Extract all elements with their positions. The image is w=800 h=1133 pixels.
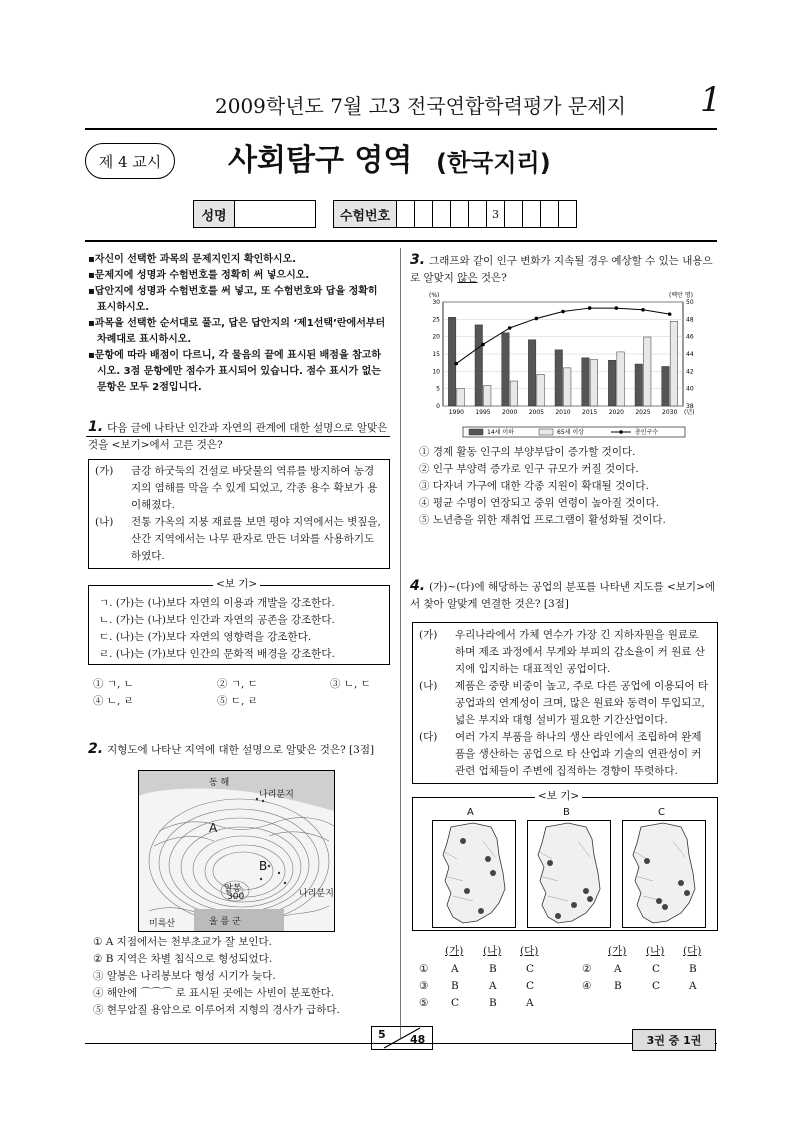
q1-option-1[interactable]: ① ㄱ, ㄴ [93, 678, 134, 690]
legend-marker-total [619, 430, 623, 434]
q4-bogi-title: <보 기> [535, 788, 582, 803]
q2-option-4[interactable]: ④ 해안에 ⌒⌒⌒ 로 표시된 곳에는 사빈이 분포한다. [93, 987, 335, 999]
korea-map-b [527, 820, 611, 928]
y-left-tick-label: 5 [436, 385, 440, 393]
instruction-item: ▪과목을 선택한 순서대로 풀고, 답은 답안지의 ‘제1선택’란에서부터 차례대로 표시하시오. [88, 318, 386, 345]
bar-age-0-14 [662, 366, 669, 406]
volume-badge: 3권 중 1권 [632, 1029, 716, 1051]
bogi-item: ㄷ. (나)는 (가)보다 자연의 영향력을 강조한다. [99, 631, 312, 643]
exam-number-cell[interactable] [397, 201, 415, 228]
y-right-tick-label: 48 [686, 316, 694, 324]
bar-age-0-14 [555, 350, 562, 406]
x-tick-label: 2000 [502, 409, 518, 416]
industry-location-marker [583, 888, 589, 894]
q3-option-2[interactable]: ② 인구 부양력 증가로 인구 규모가 커질 것이다. [419, 463, 639, 475]
y-right-tick-label: 44 [686, 351, 694, 358]
industry-location-marker [571, 902, 577, 908]
bar-age-65-plus [590, 360, 597, 406]
answer-head: (나) [483, 945, 502, 957]
q1-option-4[interactable]: ④ ㄴ, ㄹ [93, 695, 134, 707]
q4-option-number[interactable]: ④ [582, 980, 592, 992]
topographic-map-drawing [139, 771, 334, 931]
korea-map-c [622, 820, 706, 928]
q3-option-3[interactable]: ③ 다자녀 가구에 대한 각종 지원이 확대될 것이다. [419, 480, 649, 492]
q3-option-4[interactable]: ④ 평균 수명이 연장되고 중위 연령이 높아질 것이다. [419, 497, 660, 509]
instruction-item: ▪문제지에 성명과 수험번호를 정확히 써 넣으시오. [88, 270, 310, 281]
population-chart [415, 288, 715, 444]
legend-label: 65세 이상 [557, 429, 584, 436]
topographic-map [138, 770, 335, 932]
q4-option-value: B [489, 997, 497, 1009]
q4-passage-item: (다) 여러 가지 부품을 하나의 생산 라인에서 조립하여 완제품을 생산하는 공업으로 타 산업과 기술의 연관성이 커 관련 업체들이 주변에 집적하는 경향이 뚜렷하다. [419, 731, 702, 777]
header-rule-lower [85, 240, 717, 242]
q3-option-1[interactable]: ① 경제 활동 인구의 부양부담이 증가할 것이다. [419, 446, 636, 458]
q4-option-value: C [652, 963, 661, 975]
industry-location-marker [485, 856, 491, 862]
chart-line [455, 306, 672, 365]
industry-location-marker [587, 896, 593, 902]
point-total-population [481, 343, 485, 347]
map-point-a: A [209, 821, 218, 835]
q2-option-1[interactable]: ① A 지점에서는 천부초교가 잘 보인다. [93, 936, 273, 948]
point-total-population [535, 317, 539, 321]
q4-passage-item: (나) 제품은 중량 비중이 높고, 주로 다른 공업에 이용되어 타 공업과의 연계성이 크며, 많은 원료와 동력이 투입되고, 넓은 부지와 대형 설비가 필요한 기간산업이다. [419, 680, 709, 726]
answer-head: (나) [646, 945, 665, 957]
q4-option-value: B [451, 980, 459, 992]
q1-bogi-title: <보 기> [213, 576, 260, 591]
industry-location-marker [555, 913, 561, 919]
point-total-population [668, 312, 672, 316]
korea-map-a [432, 820, 516, 928]
page-current: 5 [378, 1028, 386, 1041]
instruction-item: ▪문항에 따라 배점이 다르니, 각 물음의 끝에 표시된 배점을 참고하시오. 3점 문항에만 점수가 표시되어 있습니다. 점수 표시가 없는 문항은 모두 2점입니다. [88, 350, 382, 393]
q2-option-3[interactable]: ③ 알봉은 나리봉보다 형성 시기가 늦다. [93, 970, 276, 982]
exam-number-cell[interactable] [541, 201, 559, 228]
q1-option-3[interactable]: ③ ㄴ, ㄷ [330, 678, 371, 690]
x-unit: (년) [684, 409, 695, 416]
map-label-a: A [467, 807, 474, 818]
industry-location-marker [678, 880, 684, 886]
bogi-item: ㄹ. (나)는 (가)보다 인간의 문화적 배경을 강조한다. [99, 648, 335, 660]
period-badge: 제 4 교시 [85, 143, 175, 179]
x-tick-label: 2025 [635, 409, 651, 416]
page-total: 48 [410, 1033, 426, 1046]
column-divider [400, 248, 401, 1038]
bar-age-65-plus [484, 386, 491, 406]
map-label-place: 미륵산 [149, 919, 176, 929]
instruction-item: ▪답안지에 성명과 수험번호를 써 넣고, 또 수험번호와 답을 정확히 표시하시오. [88, 286, 378, 313]
q4-option-value: C [451, 997, 460, 1009]
map-label-sea: 동 해 [209, 778, 230, 788]
map-label-place: 나리분지 [259, 790, 294, 800]
korea-map-shape [433, 821, 515, 927]
q4-passage-box [412, 622, 718, 784]
q4-stem [410, 578, 718, 613]
answer-head: (다) [520, 945, 539, 957]
q4-option-value: B [614, 980, 622, 992]
bar-age-65-plus [537, 374, 544, 406]
q1-option-5[interactable]: ⑤ ㄷ, ㄹ [217, 695, 258, 707]
y-right-tick-label: 38 [686, 403, 694, 410]
q4-option-value: A [689, 980, 697, 992]
exam-title: 2009학년도 7월 고3 전국연합학력평가 문제지 [215, 94, 626, 118]
legend-label: 총인구수 [635, 429, 659, 436]
exam-number-cell[interactable] [505, 201, 523, 228]
bar-age-0-14 [502, 333, 509, 406]
q4-option-number[interactable]: ② [582, 963, 592, 975]
q1-stem [88, 419, 390, 454]
map-label-b: B [563, 807, 570, 818]
q4-option-value: B [689, 963, 697, 975]
q4-option-number[interactable]: ③ [419, 980, 429, 992]
name-field[interactable] [235, 201, 316, 228]
q2-text: 지형도에 나타난 지역에 대한 설명으로 알맞은 것은? [3점] [107, 744, 375, 756]
bar-age-0-14 [448, 317, 455, 406]
bogi-item: ㄱ. (가)는 (나)보다 자연의 이용과 개발을 강조한다. [99, 597, 335, 609]
map-label-c: C [658, 807, 665, 818]
bar-age-0-14 [608, 360, 615, 406]
bar-age-65-plus [644, 337, 651, 406]
y-left-tick-label: 30 [432, 299, 440, 306]
q2-stem [88, 741, 390, 759]
x-tick-label: 1990 [448, 409, 464, 416]
industry-location-marker [478, 908, 484, 914]
q3-number: 3. [410, 252, 426, 268]
point-total-population [641, 308, 645, 312]
name-table [193, 200, 316, 228]
q3-option-5[interactable]: ⑤ 노년층을 위한 재취업 프로그램이 활성화될 것이다. [419, 514, 666, 526]
y-left-unit: (%) [429, 292, 440, 299]
q4-option-value: A [489, 980, 497, 992]
industry-location-marker [547, 860, 553, 866]
point-total-population [615, 306, 619, 310]
point-total-population [508, 326, 512, 330]
page-counter [371, 1026, 433, 1050]
q4-option-value: A [451, 963, 459, 975]
header-rule [85, 128, 717, 130]
x-tick-label: 2020 [608, 409, 624, 416]
q2-number: 2. [88, 741, 104, 757]
exam-number-table [333, 200, 577, 228]
bar-age-65-plus [510, 381, 517, 406]
y-right-tick-label: 46 [686, 333, 694, 341]
q1-option-2[interactable]: ② ㄱ, ㄷ [217, 678, 258, 690]
y-left-tick-label: 20 [432, 333, 440, 341]
exam-number-label: 수험번호 [334, 201, 397, 228]
bogi-item: ㄴ. (가)는 (나)보다 인간과 자연의 공존을 강조한다. [99, 614, 335, 626]
chart-legend [463, 427, 685, 437]
industry-location-marker [490, 870, 496, 876]
q2-option-5[interactable]: ⑤ 현무암질 용암으로 이루어져 지형의 경사가 급하다. [93, 1004, 340, 1016]
industry-location-marker [644, 858, 650, 864]
legend-swatch-age-0-14 [469, 429, 483, 435]
bar-age-65-plus [564, 368, 571, 406]
q1-passage-box [88, 459, 390, 569]
bar-age-0-14 [528, 340, 535, 406]
chart-bars [448, 317, 677, 406]
page-number: 1 [700, 80, 722, 120]
bar-age-65-plus [670, 321, 677, 406]
q2-option-2[interactable]: ② B 지역은 차별 침식으로 형성되었다. [93, 953, 273, 965]
q4-option-number[interactable]: ① [419, 963, 429, 975]
legend-swatch-age-65-plus [539, 429, 553, 435]
answer-head: (가) [608, 945, 627, 957]
legend-label: 14세 이하 [487, 429, 514, 436]
map-label-county: 울 릉 군 [209, 917, 241, 927]
bar-age-65-plus [457, 388, 464, 406]
map-label-peak-height: 300 [227, 892, 245, 902]
bar-age-0-14 [475, 325, 482, 406]
exam-number-cell: 3 [487, 201, 505, 228]
q1-passage-item: (나) 전통 가옥의 지붕 재료를 보면 평야 지역에서는 볏짚을, 산간 지역에서는 나무 판자로 만든 너와를 사용하기도 하였다. [95, 516, 381, 562]
point-total-population [588, 306, 592, 310]
bar-age-65-plus [617, 352, 624, 406]
x-tick-label: 2005 [528, 409, 544, 416]
map-label-place: 나리분지 [299, 889, 334, 899]
exam-number-cell[interactable] [469, 201, 487, 228]
x-tick-label: 2030 [662, 409, 678, 416]
industry-location-marker [464, 888, 470, 894]
exam-number-cell[interactable] [433, 201, 451, 228]
q4-option-value: C [526, 963, 535, 975]
bar-age-0-14 [582, 358, 589, 406]
exam-number-cell[interactable] [523, 201, 541, 228]
industry-location-marker [460, 838, 466, 844]
q4-option-value: C [526, 980, 535, 992]
exam-number-cell[interactable] [415, 201, 433, 228]
q4-text: (가)~(다)에 해당하는 공업의 분포를 나타낸 지도를 <보기>에서 찾아 알맞게 연결한 것은? [3점] [410, 581, 716, 610]
industry-location-marker [684, 890, 690, 896]
y-left-tick-label: 15 [432, 351, 440, 358]
exam-number-cell[interactable] [559, 201, 577, 228]
instructions [88, 252, 388, 396]
y-right-tick-label: 40 [686, 385, 694, 393]
q4-option-value: A [614, 963, 622, 975]
q4-option-value: A [526, 997, 534, 1009]
line-total-population [456, 308, 669, 363]
y-right-tick-label: 50 [686, 299, 694, 306]
point-total-population [561, 310, 565, 314]
y-left-tick-label: 10 [432, 368, 440, 376]
q1-bogi-box [88, 585, 390, 665]
q4-option-number[interactable]: ⑤ [419, 997, 429, 1009]
map-label-peak: 알봉 [224, 884, 242, 894]
q3-negation: 않은 [457, 272, 478, 284]
korea-map-shape [623, 821, 705, 927]
y-left-tick-label: 0 [436, 403, 440, 410]
bar-age-0-14 [635, 364, 642, 406]
q4-option-value: B [489, 963, 497, 975]
y-right-unit: (백만 명) [669, 292, 693, 299]
x-tick-label: 1995 [475, 409, 491, 416]
x-tick-label: 2010 [555, 409, 571, 416]
q3-stem: 3. 그래프와 같이 인구 변화가 지속될 경우 예상할 수 있는 내용으로 알맞지 않은 것은? [410, 252, 713, 284]
subject-subtitle: (한국지리) [436, 149, 551, 177]
instruction-item: ▪자신이 선택한 과목의 문제지인지 확인하시오. [88, 254, 297, 265]
industry-location-marker [656, 898, 662, 904]
x-tick-label: 2015 [582, 409, 598, 416]
name-label: 성명 [194, 201, 235, 228]
answer-head: (가) [445, 945, 464, 957]
answer-head: (다) [683, 945, 702, 957]
y-left-tick-label: 25 [432, 316, 440, 324]
q4-number: 4. [410, 578, 426, 594]
exam-number-cell[interactable] [451, 201, 469, 228]
subject-title: 사회탐구 영역 [228, 143, 413, 178]
industry-location-marker [662, 904, 668, 910]
map-point-b: B [259, 859, 268, 873]
q1-passage-item: (가) 금강 하굿둑의 건설로 바닷물의 역류를 방지하여 농경지의 염해를 막을 수 있게 되었고, 각종 용수 확보가 용이해졌다. [95, 465, 378, 511]
q1-text: 다음 글에 나타난 인간과 자연의 관계에 대한 설명으로 알맞은 것을 <보기>에서 고른 것은? [88, 422, 388, 451]
q4-passage-item: (가) 우리나라에서 가체 연수가 가장 긴 지하자원을 원료로 하며 제조 과정에서 무게와 부피의 감소율이 커 원료 산지에 입지하는 대표적인 공업이다. [419, 629, 705, 675]
q1-number: 1. [88, 419, 104, 435]
korea-map-shape [528, 821, 610, 927]
q4-option-value: C [652, 980, 661, 992]
point-total-population [455, 362, 459, 366]
y-right-tick-label: 42 [686, 368, 694, 376]
